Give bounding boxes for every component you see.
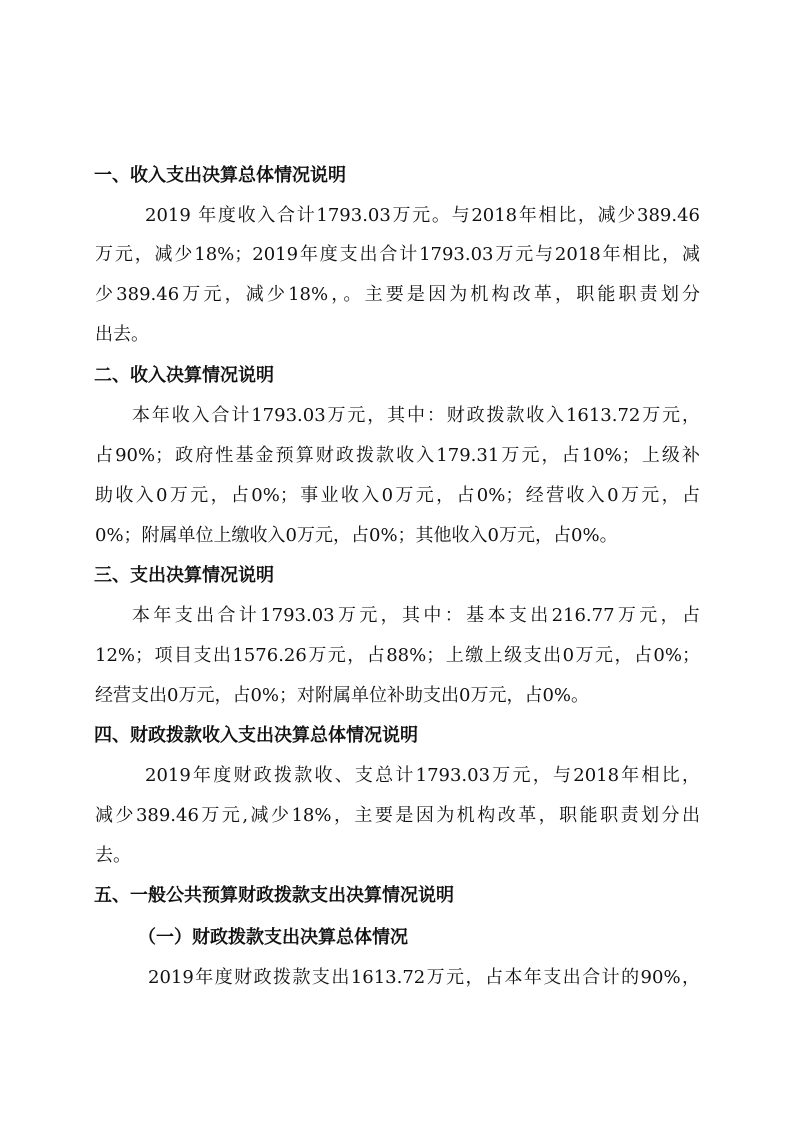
section-3-line-3: 经营支出0万元，占0%；对附属单位补助支出0万元，占0%。 <box>95 685 590 706</box>
section-4-line-3: 去。 <box>95 845 131 866</box>
section-1-line-2: 万元，减少18%；2019年度支出合计1793.03万元与2018年相比，减 <box>95 244 700 265</box>
section-2-heading: 二、收入决算情况说明 <box>94 365 274 386</box>
section-1-line-3: 少389.46万元，减少18%，。主要是因为机构改革，职能职责划分 <box>95 284 700 305</box>
section-2-line-3: 助收入0万元，占0%；事业收入0万元，占0%；经营收入0万元，占 <box>95 485 700 506</box>
section-4-heading: 四、财政拨款收入支出决算总体情况说明 <box>94 725 418 746</box>
section-2-line-1: 本年收入合计1793.03万元，其中：财政拨款收入1613.72万元， <box>132 405 700 426</box>
section-3-line-1: 本年支出合计1793.03万元，其中：基本支出216.77万元，占 <box>132 605 700 626</box>
section-1-line-1: 2019 年度收入合计1793.03万元。与2018年相比，减少389.46 <box>145 205 700 226</box>
section-5-line-1: 2019年度财政拨款支出1613.72万元，占本年支出合计的90%， <box>148 967 700 988</box>
section-2-line-4: 0%；附属单位上缴收入0万元，占0%；其他收入0万元，占0%。 <box>95 525 618 546</box>
section-5-heading: 五、一般公共预算财政拨款支出决算情况说明 <box>94 885 454 906</box>
section-1-line-4: 出去。 <box>95 324 149 345</box>
section-1-heading: 一、收入支出决算总体情况说明 <box>94 165 346 186</box>
section-3-heading: 三、支出决算情况说明 <box>94 565 274 586</box>
section-2-line-2: 占90%；政府性基金预算财政拨款收入179.31万元，占10%；上级补 <box>95 445 700 466</box>
section-4-line-2: 减少389.46万元,减少18%，主要是因为机构改革，职能职责划分出 <box>95 805 700 826</box>
section-4-line-1: 2019年度财政拨款收、支总计1793.03万元，与2018年相比， <box>145 765 700 786</box>
section-3-line-2: 12%；项目支出1576.26万元，占88%；上缴上级支出0万元，占0%； <box>95 645 700 666</box>
section-5-subheading: （一）财政拨款支出决算总体情况 <box>138 927 408 948</box>
